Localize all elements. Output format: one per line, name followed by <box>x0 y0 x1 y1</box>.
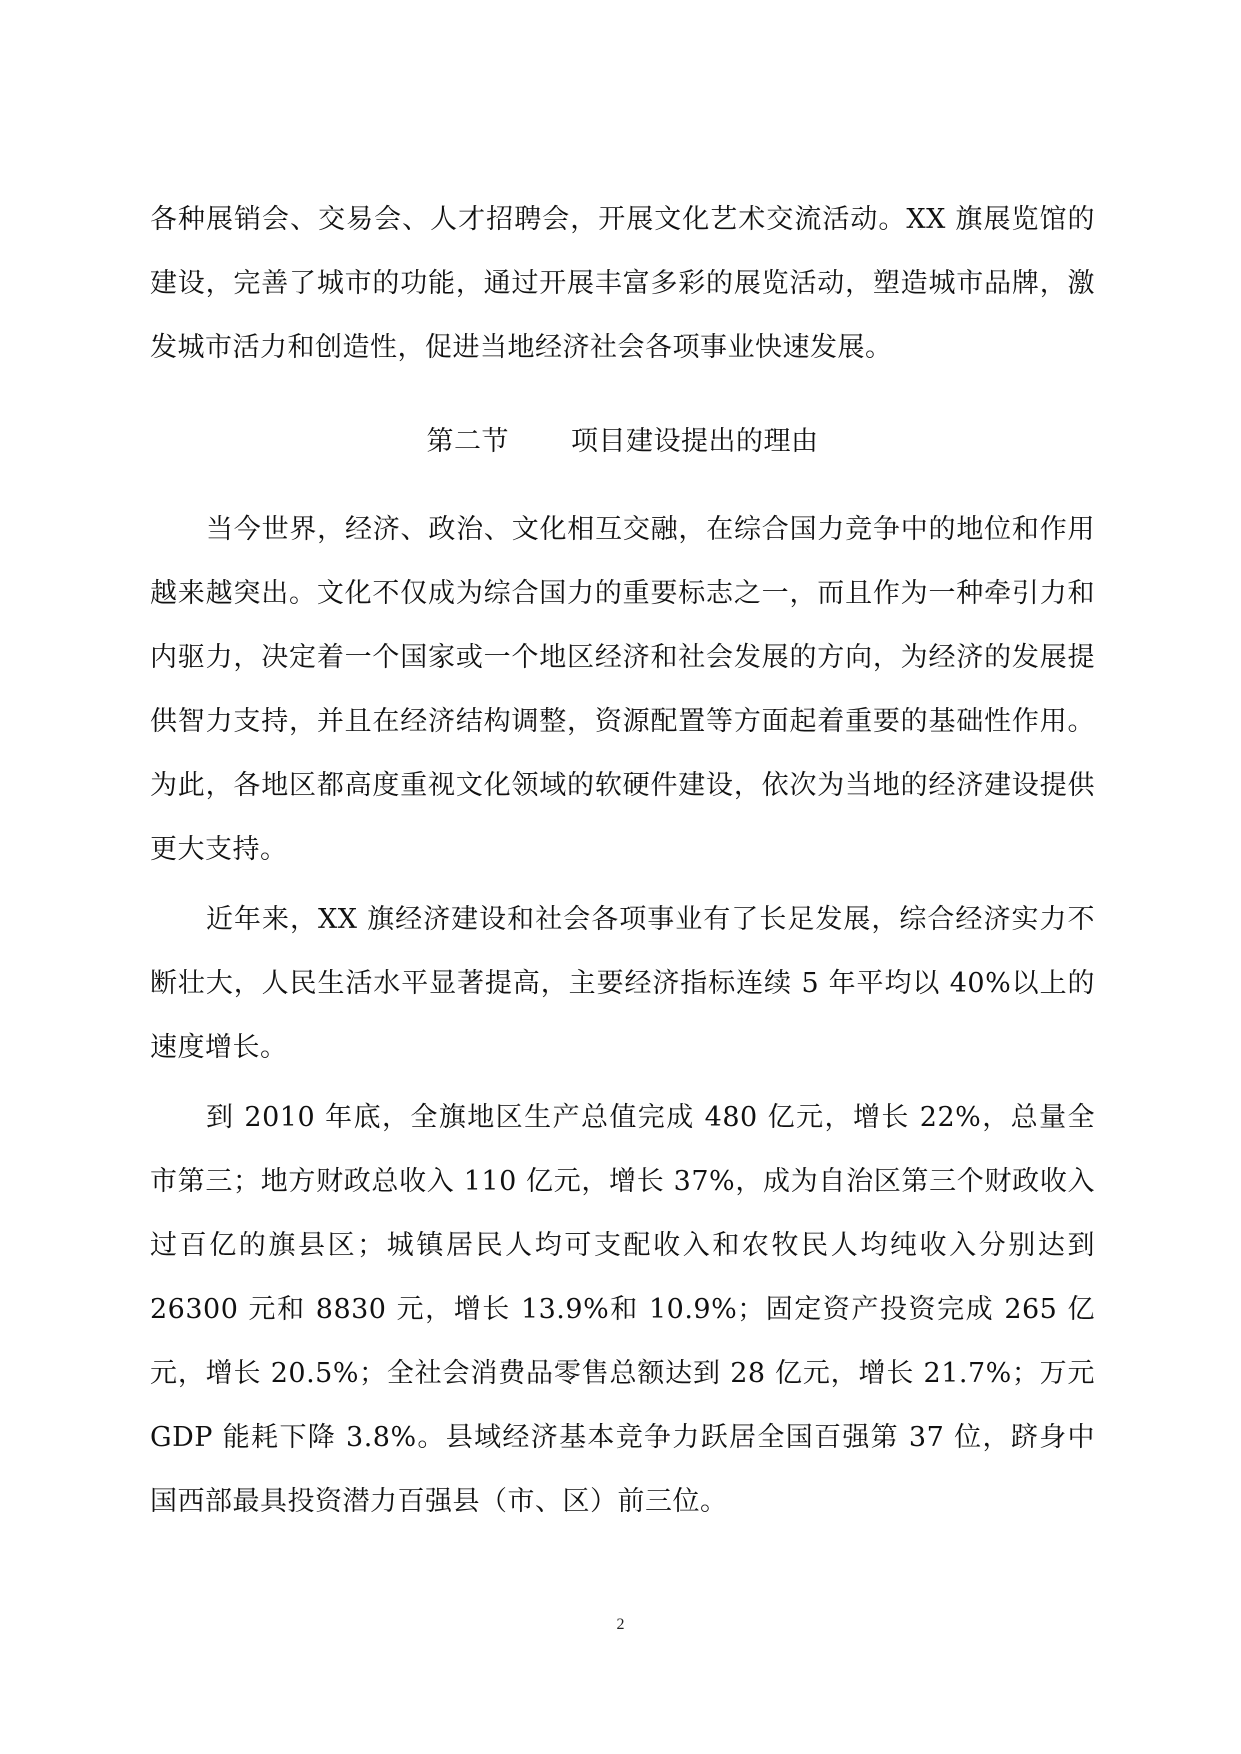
paragraph-continuation: 各种展销会、交易会、人才招聘会，开展文化艺术交流活动。XX 旗展览馆的建设，完善了城市的功能，通过开展丰富多彩的展览活动，塑造城市品牌，激发城市活力和创造性，促进当地经济社会各项事业快速发展。 <box>150 204 1095 363</box>
section-title: 项目建设提出的理由 <box>571 425 819 457</box>
paragraph-culture: 当今世界，经济、政治、文化相互交融，在综合国力竞争中的地位和作用越来越突出。文化不仅成为综合国力的重要标志之一，而且作为一种牵引力和内驱力，决定着一个国家或一个地区经济和社会发展的方向，为经济的发展提供智力支持，并且在经济结构调整，资源配置等方面起着重要的基础性作用。为此，各地区都高度重视文化领域的软硬件建设，依次为当地的经济建设提供更大支持。 <box>150 514 1095 865</box>
paragraph-recent-years: 近年来，XX 旗经济建设和社会各项事业有了长足发展，综合经济实力不断壮大，人民生活水平显著提高，主要经济指标连续 5 年平均以 40%以上的速度增长。 <box>150 904 1095 1063</box>
page-number: 2 <box>616 1616 625 1633</box>
section-number: 第二节 <box>426 425 509 457</box>
paragraph-2010-statistics: 到 2010 年底，全旗地区生产总值完成 480 亿元，增长 22%，总量全市第三；地方财政总收入 110 亿元，增长 37%，成为自治区第三个财政收入过百亿的旗县区；城镇居民人均可支配收入和农牧民人均纯收入分别达到 26300 元和 8830 元，增长 13.9%和 10.9%；固定资产投资完成 265 亿元，增长 20.5%；全社会消费品零售总额达到 28 亿元，增长 21.7%；万元 GDP 能耗下降 3.8%。县域经济基本竞争力跃居全国百强第 37 位，跻身中国西部最具投资潜力百强县（市、区）前三位。 <box>150 1102 1095 1517</box>
document-body <box>150 188 1095 1534</box>
section-heading <box>150 398 1095 478</box>
